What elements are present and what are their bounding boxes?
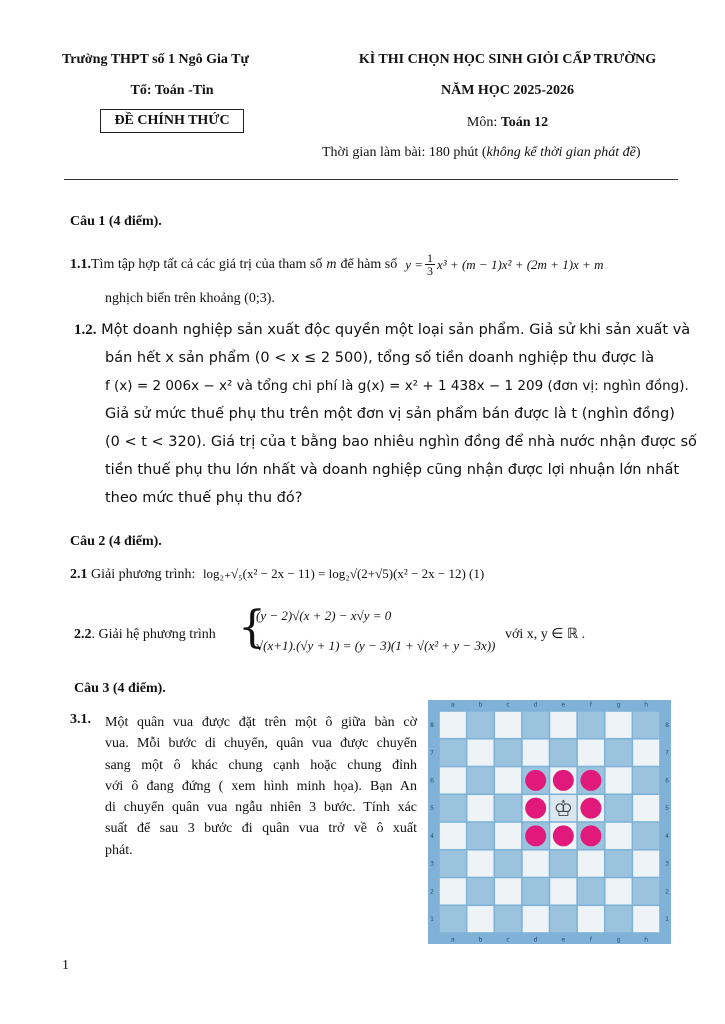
board-square [495,740,521,766]
board-square [467,823,493,849]
file-label: d [533,701,538,709]
question-3-title: Câu 3 (4 điểm). [74,681,166,696]
board-square [550,851,576,877]
board-square [633,823,659,849]
board-square [633,878,659,904]
board-square [633,851,659,877]
header-divider [64,179,678,180]
file-label: c [506,701,510,709]
rank-label: 5 [430,805,434,813]
q12-label: 1.2. [74,322,97,338]
chess-board-illustration [428,700,671,944]
board-square [550,906,576,932]
q31-line: phát. [105,842,133,858]
q12-line5: (0 < t < 320). Giá trị của t bằng bao nhiêu nghìn đồng để nhà nước nhận được số [105,434,697,450]
board-square [467,712,493,738]
board-square [550,878,576,904]
board-square [578,740,604,766]
board-square [606,878,632,904]
q12-line7: theo mức thuế phụ thu đó? [105,490,303,506]
move-target-dot [580,770,601,791]
q31-line: với ô đang đứng ( xem hình minh họa). Bạn An [105,778,417,794]
rank-label: 3 [665,860,669,868]
board-square [578,878,604,904]
move-target-dot [525,798,546,819]
q12-line1: Một doanh nghiệp sản xuất độc quyền một loại sản phẩm. Giả sử khi sản xuất và [96,322,691,338]
q22-domain: với x, y ∈ ℝ . [505,627,586,642]
time-note: không kể thời gian phát đề [486,145,636,160]
q11-formula-left: y = [405,256,424,272]
file-label: g [616,701,621,709]
board-square [440,851,466,877]
file-label: e [561,936,566,944]
board-square [495,906,521,932]
q31-line: di chuyển quân vua ngẫu nhiên 3 bước. Tính xác [105,800,417,816]
q11-text: Tìm tập hợp tất cả các giá trị của tham số [91,256,323,272]
move-target-dot [580,798,601,819]
board-square [495,767,521,793]
question-1-title: Câu 1 (4 điểm). [70,214,162,229]
exam-title: KÌ THI CHỌN HỌC SINH GIỎI CẤP TRƯỜNG [358,52,657,67]
rank-label: 4 [430,832,434,840]
file-label: a [450,936,455,944]
board-square [606,795,632,821]
move-target-dot [580,825,601,846]
file-label: c [506,936,510,944]
board-square [495,795,521,821]
board-square [467,767,493,793]
board-square [440,712,466,738]
school-name: Trường THPT số 1 Ngô Gia Tự [62,52,249,67]
q31-line: suất để sau 3 bước đi quân vua trở về ô xuất [105,821,417,837]
board-square [550,712,576,738]
rank-label: 8 [430,721,434,729]
rank-label: 6 [665,777,669,785]
q22-equation-2: √(x+1).(√y + 1) = (y − 3)(1 + √(x² + y − 3x)) [256,638,496,653]
file-label: d [533,936,538,944]
rank-label: 6 [430,777,434,785]
q31-line: sang một ô khác chung cạnh hoặc chung đỉnh [105,757,417,773]
page-number: 1 [62,958,69,973]
board-square [495,851,521,877]
q22-intro [74,627,216,643]
rank-label: 2 [665,888,669,896]
q22-text: . Giải hệ phương trình [91,627,216,642]
board-square [523,851,549,877]
board-square [523,740,549,766]
rank-label: 1 [430,916,434,924]
board-square [440,740,466,766]
board-square [495,712,521,738]
move-target-dot [525,770,546,791]
q31-text [105,712,417,861]
q11-label: 1.1. [70,256,91,272]
move-target-dot [553,770,574,791]
board-square [523,712,549,738]
q11-fraction [425,252,435,277]
board-square [550,740,576,766]
board-square [467,906,493,932]
time-main: Thời gian làm bài: 180 phút ( [322,145,487,160]
board-square [440,767,466,793]
board-square [440,823,466,849]
school-year: NĂM HỌC 2025-2026 [441,83,574,98]
board-square [606,767,632,793]
q11-frac-num: 1 [427,251,434,265]
q11-frac-den: 3 [427,264,434,278]
q12-line6: tiền thuế phụ thu lớn nhất và doanh nghiệp cũng nhận được lợi nhuận lớn nhất [105,462,680,478]
rank-label: 8 [665,721,669,729]
rank-label: 2 [430,888,434,896]
board-square [633,906,659,932]
q22-label: 2.2 [74,627,92,642]
rank-label: 1 [665,916,669,924]
q21-label: 2.1 [70,567,88,582]
rank-label: 3 [430,860,434,868]
q22-equation-1: (y − 2)√(x + 2) − x√y = 0 [256,608,392,623]
q12-line4: Giả sử mức thuế phụ thu trên một đơn vị sản phẩm bán được là t (nghìn đồng) [105,406,675,422]
board-square [578,712,604,738]
official-exam-label: ĐỀ CHÍNH THỨC [114,113,230,128]
move-target-dot [525,825,546,846]
board-square [467,795,493,821]
q12-line2: bán hết x sản phẩm (0 < x ≤ 2 500), tổng số tiền doanh nghiệp thu được là [105,350,655,366]
board-square [606,823,632,849]
q11-line2: nghịch biến trên khoảng (0;3). [105,291,275,306]
file-label: b [478,701,483,709]
king-icon: ♔ [553,797,574,823]
q31-label: 3.1. [70,712,91,727]
board-square [578,851,604,877]
board-square [440,906,466,932]
board-square [606,740,632,766]
board-square [633,740,659,766]
board-square [523,906,549,932]
q11-formula-right: x³ + (m − 1)x² + (2m + 1)x + m [437,256,604,272]
file-label: h [644,701,649,709]
board-square [467,851,493,877]
q11-param: m [326,256,337,272]
rank-label: 5 [665,805,669,813]
time-line [322,145,702,161]
board-square [523,878,549,904]
board-square [633,767,659,793]
question-1-2 [74,316,697,512]
file-label: e [561,701,566,709]
board-square [633,795,659,821]
q11-text2: để hàm số [340,256,398,272]
board-square [633,712,659,738]
q21-equation: log₂₊√₅(x² − 2x − 11) = log₂√(2+√5)(x² − 2x − 12) (1) [202,566,485,581]
board-square [606,906,632,932]
subject-line [335,115,680,131]
department-name: Tổ: Toán -Tin [130,83,214,98]
board-square [578,906,604,932]
subject-value: Toán 12 [500,115,549,130]
system-brace: { [238,602,266,653]
board-square [606,712,632,738]
q31-line: Một quân vua được đặt trên một ô giữa bàn cờ [105,715,417,730]
rank-label: 7 [430,749,434,757]
official-exam-badge [100,109,244,133]
file-label: h [644,936,649,944]
question-1-1 [70,252,690,277]
subject-prefix: Môn: [466,115,501,130]
board-square [495,878,521,904]
board-square [467,878,493,904]
file-label: g [616,936,621,944]
rank-label: 7 [665,749,669,757]
time-end: ) [635,145,641,160]
file-label: f [589,936,592,944]
board-square [606,851,632,877]
question-2-title: Câu 2 (4 điểm). [70,534,162,549]
file-label: a [450,701,455,709]
board-square [467,740,493,766]
q12-line3: f (x) = 2 006x − x² và tổng chi phí là g(x) = x² + 1 438x − 1 209 (đơn vị: nghìn đồng). [105,378,689,394]
file-label: f [589,701,592,709]
question-2-1 [70,566,484,583]
board-square [440,878,466,904]
board-square [440,795,466,821]
board-square [495,823,521,849]
file-label: b [478,936,483,944]
q31-line: vua. Mỗi bước di chuyển, quân vua được chuyển [105,736,417,752]
move-target-dot [553,825,574,846]
rank-label: 4 [665,832,669,840]
q21-text: Giải phương trình: [87,567,199,582]
